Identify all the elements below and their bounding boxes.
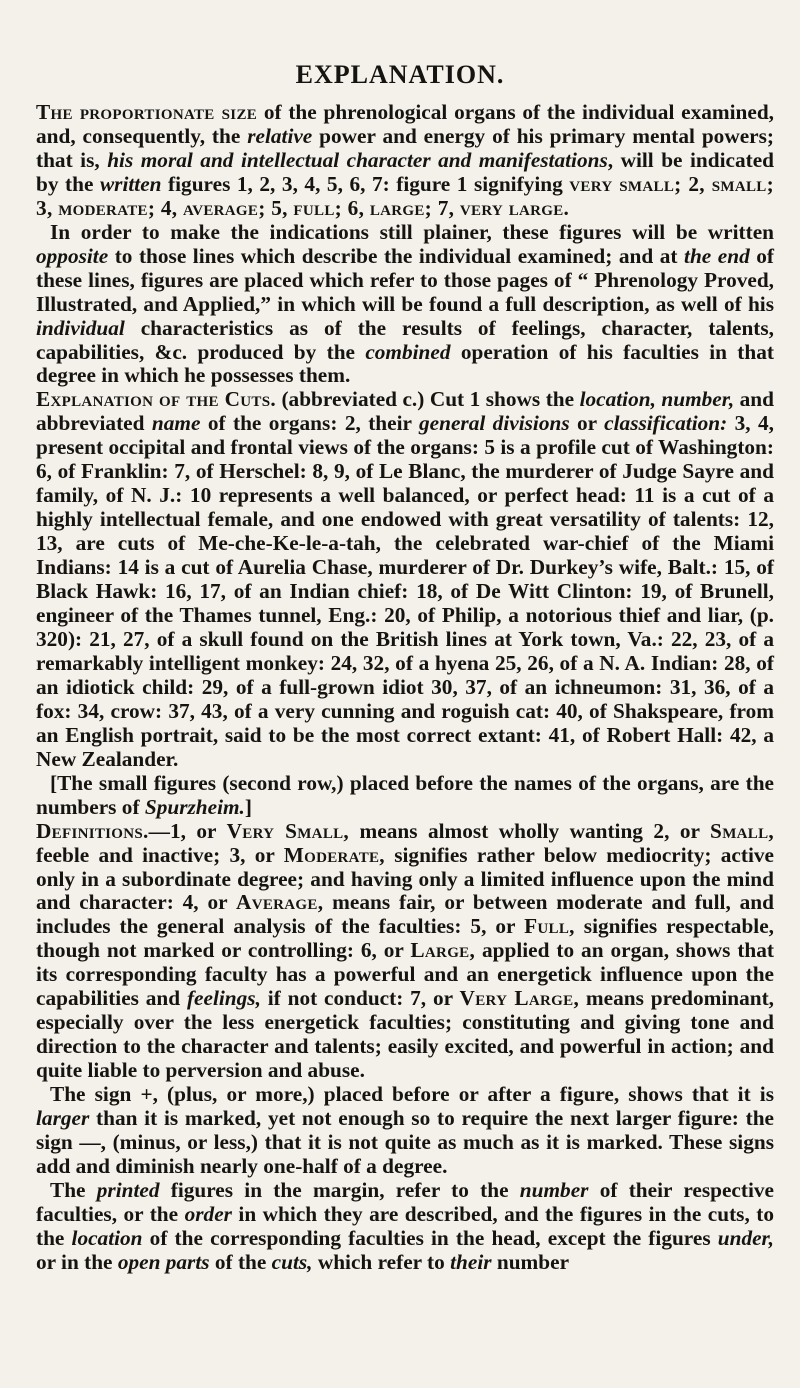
text-run: feeble and inactive; 3, or	[36, 842, 284, 867]
italic-run: printed	[96, 1177, 160, 1202]
text-run: of the phrenological organs of the individual examined, and, consequently, the	[36, 100, 774, 148]
text-run: and abbreviated	[36, 387, 774, 436]
paragraph	[36, 388, 774, 771]
italic-run: opposite	[36, 243, 109, 268]
text-run: , will be indicated by the	[36, 147, 774, 196]
page-title: EXPLANATION.	[295, 60, 505, 89]
text-run: signifies respectable, though not marked or controlling: 6, or	[36, 914, 774, 963]
text-run: number	[491, 1249, 570, 1274]
text-run: means predominant, especially over the less energetick faculties; constituting and giving tone and direction to the character and talents; easily excited, and powerful in action; and quite liable to perversion and abuse.	[36, 986, 775, 1083]
text-run: of the corresponding faculties in the head, except the figures	[142, 1225, 718, 1250]
text-run: figures 1, 2, 3, 4, 5, 6, 7: figure 1 signifying	[161, 171, 570, 196]
text-run: The	[50, 1177, 97, 1202]
italic-run: location, number,	[579, 387, 735, 412]
text-run: characteristics as of the results of feelings, character, talents, capabilities, &c. produced by the	[36, 315, 774, 364]
small-caps-run: Average,	[236, 890, 324, 915]
italic-run: order	[184, 1201, 232, 1226]
italic-run: open parts	[117, 1249, 210, 1274]
paragraph-lead: The proportionate size	[36, 100, 258, 124]
italic-run: location	[71, 1225, 143, 1250]
text-run: ]	[244, 794, 252, 819]
text-run: of these lines, figures are placed which refer to those pages of “ Phrenology Proved, Illustrated, and Applied,” in which will be found a full description, as well of his	[36, 243, 774, 316]
text-run: if not conduct: 7, or	[260, 986, 460, 1011]
italic-run: relative	[247, 123, 313, 148]
small-caps-run: Large,	[410, 938, 476, 963]
paragraph	[36, 1083, 774, 1179]
italic-run: classification:	[604, 411, 728, 436]
paragraph-lead: Explanation of the Cuts.	[36, 387, 276, 412]
italic-run: combined	[365, 339, 451, 364]
italic-run: the end	[684, 243, 750, 268]
text-run: means almost wholly wanting 2, or	[349, 818, 711, 843]
text-run: in which they are described, and the figures in the cuts, to the	[36, 1201, 774, 1250]
italic-run: under,	[717, 1225, 774, 1250]
text-run: or in the	[36, 1249, 118, 1274]
text-run: [The small figures (second row,) placed before the names of the organs, are the numbers of	[36, 770, 774, 819]
italic-run: name	[151, 411, 201, 436]
text-run: which refer to	[312, 1249, 451, 1274]
small-caps-run: Very Large,	[459, 986, 580, 1011]
small-caps-run: Small,	[710, 818, 775, 843]
text-run: of their respective faculties, or the	[36, 1177, 774, 1226]
small-caps-run: Moderate,	[283, 842, 385, 867]
text-run: (abbreviated c.) Cut 1 shows the	[275, 387, 580, 412]
text-run: applied to an organ, shows that its corresponding faculty has a powerful and an energetick influence upon the capabilities and	[36, 938, 774, 1011]
paragraph	[36, 101, 774, 221]
small-caps-run: Very Small,	[226, 818, 350, 843]
text-run: to those lines which describe the individual examined; and at	[108, 243, 685, 268]
body-text	[36, 101, 774, 1275]
text-run: of the	[209, 1249, 272, 1274]
italic-run: number	[519, 1177, 589, 1202]
paragraph-lead: Definitions.	[36, 818, 149, 843]
italic-run: cuts,	[271, 1249, 313, 1274]
italic-run: feelings,	[186, 986, 261, 1011]
text-run: or	[569, 411, 605, 436]
text-run: figures in the margin, refer to the	[159, 1177, 520, 1202]
text-run: In order to make the indications still plainer, these figures will be written	[50, 219, 774, 244]
text-run: signifies rather below mediocrity; active only in a subordinate degree; and having only a limited influence upon the mind and character: 4, or	[36, 842, 774, 915]
text-run: The sign +, (plus, or more,) placed before or after a figure, shows that it is	[50, 1082, 774, 1107]
text-run: —1, or	[148, 818, 227, 843]
paragraph	[36, 772, 774, 820]
small-caps-run: Full,	[524, 914, 575, 939]
paragraph	[36, 820, 774, 1083]
italic-run: general divisions	[419, 411, 570, 436]
text-run: operation of his faculties in that degree in which he possesses them.	[36, 339, 774, 388]
italic-run: his moral and intellectual character and manifestations	[107, 147, 608, 172]
text-run: of the organs: 2, their	[200, 411, 420, 436]
paragraph	[36, 221, 774, 389]
paragraph	[36, 1179, 774, 1275]
italic-run: individual	[36, 315, 125, 340]
text-run: power and energy of his primary mental powers; that is,	[36, 123, 774, 172]
italic-run: written	[99, 171, 162, 196]
text-run: than it is marked, yet not enough so to require the next larger figure: the sign —, (minus, or less,) that it is not quite as much as it is marked. These signs add and diminish nearly one-half of a degree.	[36, 1106, 774, 1178]
text-run: means fair, or between moderate and full, and includes the general analysis of the faculties: 5, or	[36, 890, 774, 939]
italic-run: larger	[36, 1106, 90, 1131]
italic-run: Spurzheim.	[144, 794, 245, 819]
small-caps-run: very small; 2, small; 3, moderate; 4, average; 5, full; 6, large; 7, very large.	[36, 171, 775, 220]
italic-run: their	[450, 1249, 492, 1274]
text-run: 3, 4, present occipital and frontal views of the organs: 5 is a profile cut of Washington: 6, of Franklin: 7, of Herschel: 8, 9, of Le Blanc, the murderer of Judge Sayre and family, of N. J.: 10 represents a well balanced, or perfect head: 11 is a cut of a highly intellectual female, and one endowed with great versatility of talents: 12, 13, are cuts of Me-che-Ke-le-a-tah, the celebrated war-chief of the Miami Indians: 14 is a cut of Aurelia Chase, murderer of Dr. Durkey’s wife, Balt.: 15, of Black Hawk: 16, 17, of an Indian chief: 18, of De Witt Clinton: 19, of Brunell, engineer of the Thames tunnel, Eng.: 20, of Philip, a notorious thief and liar, (p. 320): 21, 27, of a skull found on the British lines at York town, Va.: 22, 23, of a remarkably intelligent monkey: 24, 32, of a hyena 25, 26, of a N. A. Indian: 28, of an idiotick child: 29, of a full-grown idiot 30, 37, of an ichneumon: 31, 36, of a fox: 34, crow: 37, 43, of a very cunning and roguish cat: 40, of Shakspeare, from an English portrait, said to be the most correct extant: 41, of Robert Hall: 42, a New Zealander.	[36, 411, 774, 771]
